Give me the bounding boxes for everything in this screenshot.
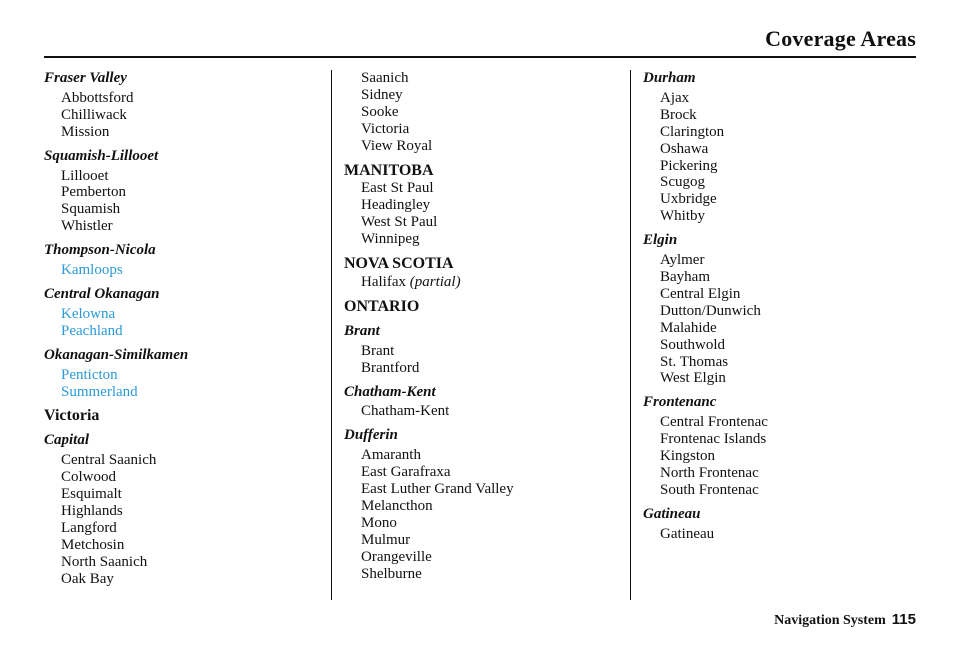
place-item: Langford [61,519,117,536]
place-item: Squamish [61,201,121,218]
coverage-column-1 [44,70,312,587]
place-item: Ajax [660,89,690,106]
place-item: South Frontenac [660,481,759,498]
place-item [344,274,612,291]
place-item: Central Saanich [61,452,157,469]
place-item: West Elgin [660,370,726,387]
place-item: Abbottsford [61,89,134,106]
place-item: Aylmer [660,252,705,269]
region-heading: Frontenanc [643,394,717,411]
region-heading: Elgin [643,232,678,249]
place-link[interactable]: Summerland [61,383,138,400]
region-heading: Durham [643,70,696,86]
place-item: Chilliwack [61,106,127,123]
place-item: East Garafraxa [361,464,451,481]
place-item: View Royal [361,137,433,154]
place-item: Dutton/Dunwich [660,302,761,319]
region-heading: Chatham-Kent [344,383,436,400]
column-divider [630,70,631,600]
place-link[interactable]: Kamloops [61,262,123,279]
province-heading: NOVA SCOTIA [344,255,454,273]
footer-section-label: Navigation System [774,613,886,628]
place-item: Highlands [61,502,123,519]
column-divider [331,70,332,600]
region-heading: Thompson-Nicola [44,242,156,259]
place-item: Shelburne [361,565,422,582]
place-item: Winnipeg [361,231,420,248]
place-item: Oshawa [660,140,709,157]
place-item: Scugog [660,174,705,191]
page-footer [774,611,916,629]
region-heading: Okanagan-Similkamen [44,346,189,363]
province-heading: Victoria [44,407,100,425]
place-item: St. Thomas [660,353,729,370]
place-item: Mission [61,123,110,140]
province-heading: ONTARIO [344,297,420,315]
place-item: East St Paul [361,180,434,197]
place-item: Orangeville [361,548,432,565]
place-item: Victoria [361,120,410,137]
page-title: Coverage Areas [765,26,916,51]
region-heading: Squamish-Lillooet [44,147,159,164]
place-item: Central Frontenac [660,414,768,431]
region-heading: Dufferin [344,427,398,444]
place-item: Saanich [361,70,409,86]
place-item: Sidney [361,86,403,103]
place-link[interactable]: Penticton [61,366,118,383]
place-item: East Luther Grand Valley [361,481,514,498]
place-item: Metchosin [61,536,125,553]
place-item: North Frontenac [660,464,759,481]
region-heading: Fraser Valley [44,70,127,86]
place-item: Clarington [660,123,725,140]
place-item: Amaranth [361,447,421,464]
place-item: Melancthon [361,497,433,514]
place-item: Brock [660,106,697,123]
place-item: Colwood [61,469,117,486]
region-heading: Central Okanagan [44,285,160,302]
place-item: Sooke [361,103,399,120]
place-item: Lillooet [61,167,109,184]
place-item: Uxbridge [660,191,717,208]
place-item: Pickering [660,157,718,174]
place-item: North Saanich [61,553,148,570]
place-item: Esquimalt [61,486,122,503]
place-item: Gatineau [660,525,715,542]
place-item: Oak Bay [61,570,114,587]
place-item: Chatham-Kent [361,403,450,420]
page-number: 115 [891,611,916,628]
place-item: West St Paul [361,214,438,231]
province-heading: MANITOBA [344,161,434,179]
region-heading: Brant [344,322,380,339]
region-heading: Capital [44,432,90,449]
place-item: Frontenac Islands [660,431,767,448]
place-item: Mono [361,514,397,531]
place-note: (partial) [409,273,461,290]
place-item: Headingley [361,197,431,214]
place-item: Malahide [660,319,717,336]
coverage-column-2 [344,70,612,582]
title-rule [44,56,916,58]
place-item: Southwold [660,336,726,353]
place-item: Whistler [61,218,113,235]
place-item: Pemberton [61,184,126,201]
place-item: Brantford [361,359,420,376]
place-item: Whitby [660,208,705,225]
place-name: Halifax [361,273,406,290]
region-heading: Gatineau [643,505,701,522]
coverage-column-3 [643,70,911,543]
place-link[interactable]: Kelowna [61,305,116,322]
place-item: Mulmur [361,531,411,548]
place-item: Central Elgin [660,285,741,302]
place-item: Bayham [660,268,710,285]
place-item: Brant [361,342,395,359]
place-item: Kingston [660,448,716,465]
place-link[interactable]: Peachland [61,322,123,339]
